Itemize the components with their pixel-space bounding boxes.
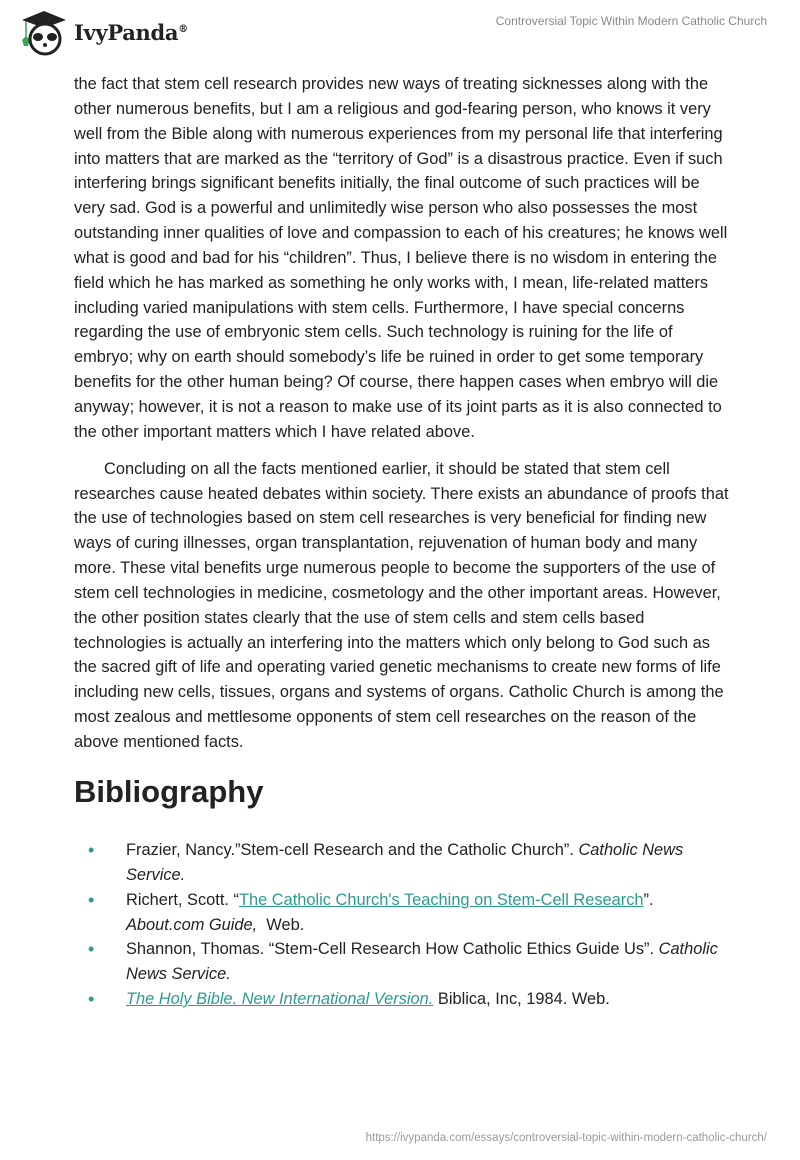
bibliography-item: • Frazier, Nancy.”Stem-cell Research and the Catholic Church”. Catholic News Service.: [88, 840, 684, 884]
citation-link[interactable]: The Catholic Church's Teaching on Stem-Cell Research: [238, 890, 644, 909]
bibliography-list: [74, 838, 724, 1012]
bullet-icon: •: [88, 989, 95, 1010]
bibliography-item: • Richert, Scott. “The Catholic Church's Teaching on Stem-Cell Research”. About.com Guide, Web.: [88, 889, 654, 934]
ivypanda-logo[interactable]: [18, 8, 188, 56]
bibliography-heading: Bibliography: [74, 774, 264, 809]
bullet-icon: •: [88, 939, 95, 960]
logo-text: IvyPanda®: [74, 19, 188, 45]
bullet-icon: •: [88, 889, 95, 910]
bullet-icon: •: [88, 840, 95, 860]
bibliography-item: • Shannon, Thomas. “Stem-Cell Research How Catholic Ethics Guide Us”. Catholic News Service.: [88, 939, 718, 984]
citation-link[interactable]: The Holy Bible. New International Version.: [126, 990, 434, 1009]
document-title: Controversial Topic Within Modern Catholic Church: [495, 14, 767, 28]
bibliography-item: • The Holy Bible. New International Version. Biblica, Inc, 1984. Web.: [74, 987, 724, 1012]
page-header: [0, 0, 800, 60]
page-url: https://ivypanda.com/essays/controversial-topic-within-modern-catholic-church/: [365, 1132, 767, 1144]
paragraph: Concluding on all the facts mentioned earlier, it should be stated that stem cell researches cause heated debates within society. There exists an abundance of proofs that the use of technologies based on stem cell researches is very beneficial for finding new ways of curing illnesses, organ transplantation, rejuvenation of human body and many more. These vital benefits urge numerous people to become the supporters of the use of stem cell technologies in medicine, cosmetology and the other important areas. However, the other position states clearly that the use of stem cells and stem cells based technologies is actually an interfering into the matters which only belong to God such as the sacred gift of life and operating varied genetic mechanisms to create new forms of life including new cells, tissues, organs and systems of organs. Catholic Church is among the most zealous and mettlesome opponents of stem cell researches on the reason of the above mentioned facts.: [74, 459, 729, 751]
panda-graduate-icon: [18, 8, 68, 56]
paragraph: the fact that stem cell research provides new ways of treating sicknesses along with the other numerous benefits, but I am a religious and god-fearing person, who knows it very well from the Bible along with numerous experiences from my personal life that interfering into matters that are marked as the “territory of God” is a disastrous practice. Even if such interfering brings significant benefits initially, the final outcome of such practices will be very sad. God is a powerful and unlimitedly wise person who also possesses the most outstanding inner qualities of love and compassion to each of his creatures; he knows well what is good and bad for his “children”. Thus, I believe there is no wisdom in entering the field which he has marked as something he only works with, I mean, life-related matters including varied manipulations with stem cells. Furthermore, I have special concerns regarding the use of embryonic stem cells. Such technology is ruining for the life of embryo; why on earth should somebody’s life be ruined in order to get some temporary benefits for the other human being? Of course, there happen cases when embryo will die anyway; however, it is not a reason to make use of its joint parts as it is also connected to the other important matters which I have related above.: [74, 75, 728, 441]
essay-body: [74, 72, 730, 767]
